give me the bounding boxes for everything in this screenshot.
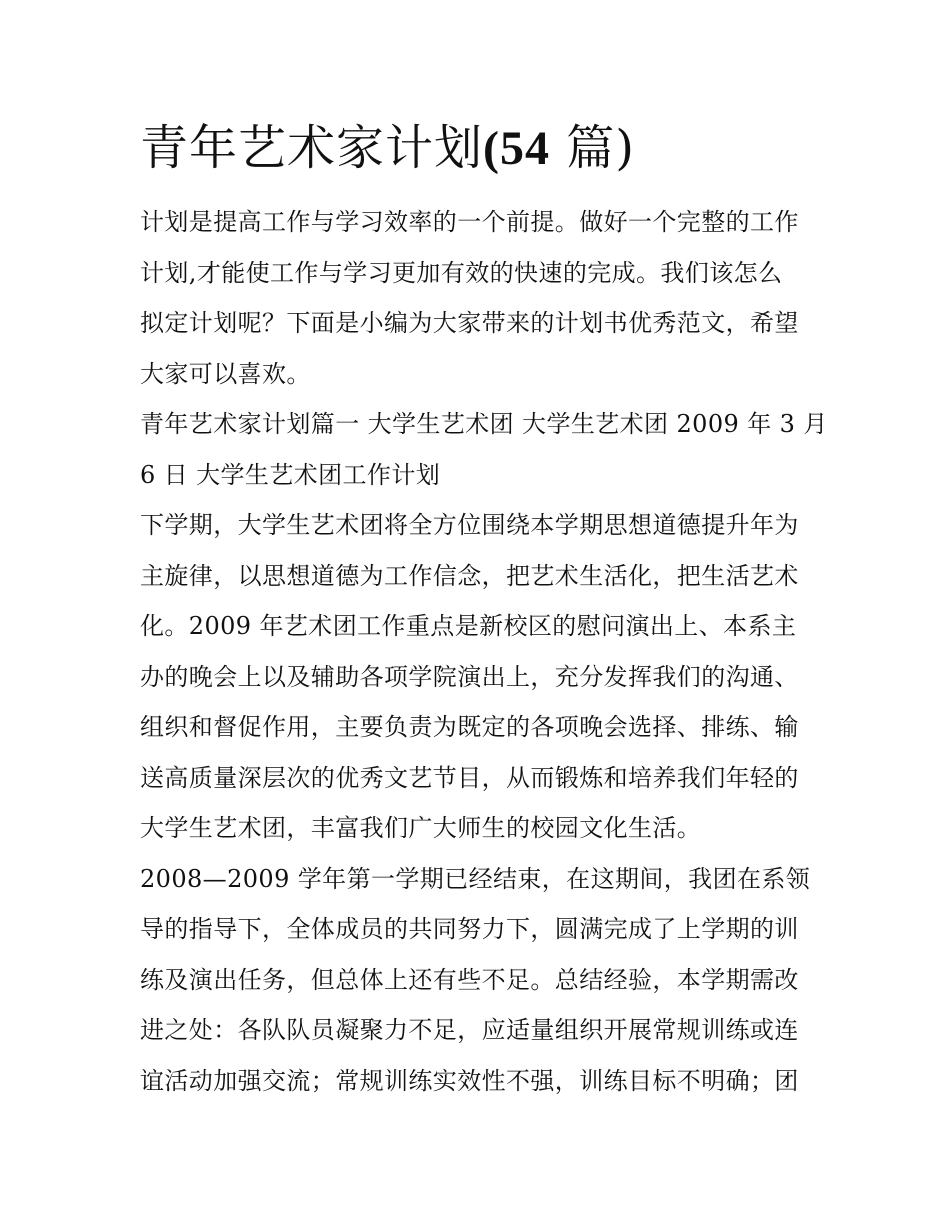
title-text: 青年艺术家计划 [140, 120, 484, 176]
text-line: 拟定计划呢？下面是小编为大家带来的计划书优秀范文，希望 [140, 309, 799, 337]
text-line: 进之处：各队队员凝聚力不足，应适量组织开展常规训练或连 [140, 1016, 799, 1044]
text-line: 大家可以喜欢。 [140, 359, 311, 388]
document-body [140, 197, 828, 1106]
text-line: 计划,才能使工作与学习更加有效的快速的完成。我们该怎么 [140, 258, 783, 287]
paragraph-review [140, 854, 814, 1107]
text-line: 化。2009 年艺术团工作重点是新校区的慰问演出上、本系主 [140, 612, 797, 640]
document-title [140, 116, 840, 181]
text-line: 导的指导下，全体成员的共同努力下，圆满完成了上学期的训 [140, 915, 799, 943]
text-line: 组织和督促作用，主要负责为既定的各项晚会选择、排练、输 [140, 713, 799, 741]
text-line: 办的晚会上以及辅助各项学院演出上，充分发挥我们的沟通、 [140, 662, 799, 691]
text-line: 下学期，大学生艺术团将全方位围绕本学期思想道德提升年为 [140, 511, 799, 539]
text-line: 谊活动加强交流；常规训练实效性不强，训练目标不明确；团 [140, 1066, 799, 1095]
text-line: 送高质量深层次的优秀文艺节目，从而锻炼和培养我们年轻的 [140, 763, 799, 792]
text-line: 主旋律，以思想道德为工作信念，把艺术生活化，把生活艺术 [140, 561, 799, 590]
text-line: 青年艺术家计划篇一 大学生艺术团 大学生艺术团 2009 年 3 月 [140, 410, 828, 438]
text-line: 计划是提高工作与学习效率的一个前提。做好一个完整的工作 [140, 208, 799, 236]
text-line: 练及演出任务，但总体上还有些不足。总结经验，本学期需改 [140, 965, 799, 994]
paragraph-intro [140, 197, 814, 399]
paragraph-section-heading [140, 399, 828, 500]
text-line: 6 日 大学生艺术团工作计划 [140, 460, 441, 489]
paragraph-plan-overview [140, 500, 814, 854]
title-count: (54 [483, 122, 550, 175]
title-suffix: 篇) [550, 120, 635, 176]
text-line: 大学生艺术团，丰富我们广大师生的校园文化生活。 [140, 814, 702, 842]
text-line: 2008—2009 学年第一学期已经结束，在这期间，我团在系领 [140, 864, 811, 893]
